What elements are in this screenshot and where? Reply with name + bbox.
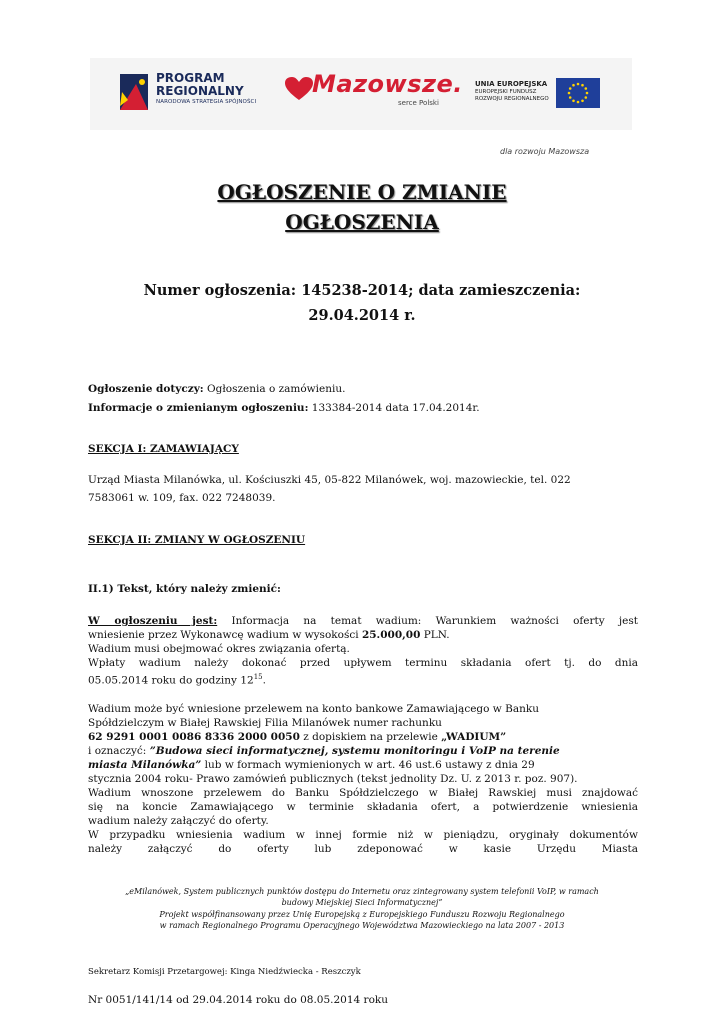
jest-line1 [88,614,638,628]
bank-line8: się na koncie Zamawiającego w terminie składania ofert, a potwierdzenie wniesienia [88,801,638,813]
wadium-keyword: „WADIUM” [441,731,507,743]
zmieniany-value: 133384-2014 data 17.04.2014r. [311,402,480,414]
bank-line1: Wadium może być wniesione przelewem na konto bankowe Zamawiającego w Banku [88,703,539,715]
wadium-currency: PLN. [423,629,450,641]
info-dotyczy [88,382,345,396]
section2-subheading: II.1) Tekst, który należy zmienić: [88,583,281,595]
eu-line1: UNIA EUROPEJSKA [475,80,548,88]
notice-number-line1: Numer ogłoszenia: 145238-2014; data zamieszczenia: [143,282,581,299]
bank-line7: Wadium wnoszone przelewem do Banku Spółdzielczego w Białej Rawskiej musi znajdować [88,787,638,799]
notice-number-line2: 29.04.2014 r. [308,307,416,324]
deadline-minutes: 15 [253,673,263,681]
forms-text: lub w formach wymienionych w art. 46 ust.6 ustawy z dnia 29 [201,759,535,771]
footer-line2: budowy Miejskiej Sieci Informatycznej” [281,898,443,907]
zmieniany-label: Informacje o zmienianym ogłoszeniu: [88,402,309,414]
mazowsze-heart-icon [284,76,314,102]
bank-line3 [88,730,506,744]
info-zmieniany [88,401,480,415]
program-line3: NARODOWA STRATEGIA SPÓJNOŚCI [156,99,257,105]
eu-fund-text [475,80,549,103]
project-title-part1: ”Budowa sieci informatycznej, systemu monitoringu i VoIP na terenie [149,745,560,757]
jest-label: W ogłoszeniu jest: [88,615,218,627]
bank-line6: stycznia 2004 roku- Prawo zamówień publicznych (tekst jednolity Dz. U. z 2013 r. poz. 907). [88,773,578,785]
header-tagline: dla rozwoju Mazowsza [500,147,590,156]
program-line1: PROGRAM [156,71,225,85]
bank-account-number: 62 9291 0001 0086 8336 2000 0050 [88,731,300,743]
eu-line3: ROZWOJU REGIONALNEGO [475,96,549,102]
dotyczy-value: Ogłoszenia o zamówieniu. [207,383,346,395]
program-line2: REGIONALNY [156,84,244,98]
footer-line3: Projekt współfinansowany przez Unię Europejską z Europejskiego Funduszu Rozwoju Regionalnego [159,910,565,919]
oznaczyc-text: i oznaczyć: [88,745,147,757]
eu-line2: EUROPEJSKI FUNDUSZ [475,89,537,95]
bank-line4 [88,744,560,758]
program-regionalny-text [156,72,256,106]
bank-line10: W przypadku wniesienia wadium w innej formie niż w pieniądzu, oryginały dokumentów [88,829,638,841]
bank-line9: wadium należy załączyć do oferty. [88,815,269,827]
bank-line2: Spółdzielczym w Białej Rawskiej Filia Milanówek numer rachunku [88,717,442,729]
document-title-line2: OGŁOSZENIA [285,210,439,234]
mazowsze-tagline: serce Polski [398,99,439,107]
jest-line3: Wadium musi obejmować okres związania ofertą. [88,643,350,655]
mazowsze-logo-text: Mazowsze. [312,70,463,98]
bank-line5 [88,758,535,772]
secretary-line: Sekretarz Komisji Przetargowej: Kinga Niedźwiecka - Reszczyk [88,967,361,977]
section1-line1: Urząd Miasta Milanówka, ul. Kościuszki 45, 05-822 Milanówek, woj. mazowieckie, tel. 022 [88,474,571,486]
document-number: Nr 0051/141/14 od 29.04.2014 roku do 08.05.2014 roku [88,994,389,1006]
bank-line11: należy załączyć do oferty lub zdeponować w kasie Urzędu Miasta [88,843,638,855]
footer-line1: „eMilanówek, System publicznych punktów dostępu do Internetu oraz zintegrowany system telefonii VoIP, w ramach [125,887,599,896]
project-title-part2: miasta Milanówka” [88,759,202,771]
jest-line5 [88,670,266,688]
eu-flag-icon [556,78,600,108]
deadline-period: . [262,674,266,687]
program-regionalny-logo-icon [116,70,152,114]
bank-note: z dopiskiem na przelewie [303,731,438,743]
wadium-amount: 25.000,00 [361,629,421,641]
dotyczy-label: Ogłoszenie dotyczy: [88,383,204,395]
document-title-line1: OGŁOSZENIE O ZMIANIE [217,180,507,204]
jest-text2: wniesienie przez Wykonawcę wadium w wysokości [88,629,359,641]
jest-line4: Wpłaty wadium należy dokonać przed upływem terminu składania ofert tj. do dnia [88,657,638,669]
jest-line2 [88,628,450,642]
section2-heading: SEKCJA II: ZMIANY W OGŁOSZENIU [88,534,306,546]
jest-text1: Informacja na temat wadium: Warunkiem ważności oferty jest [231,615,638,627]
footer-line4: w ramach Regionalnego Programu Operacyjnego Województwa Mazowieckiego na lata 2007 - 2013 [159,921,565,930]
section1-heading: SEKCJA I: ZAMAWIAJĄCY [88,443,239,455]
deadline-text: 05.05.2014 roku do godziny 12 [88,674,254,687]
section1-line2: 7583061 w. 109, fax. 022 7248039. [88,492,276,504]
